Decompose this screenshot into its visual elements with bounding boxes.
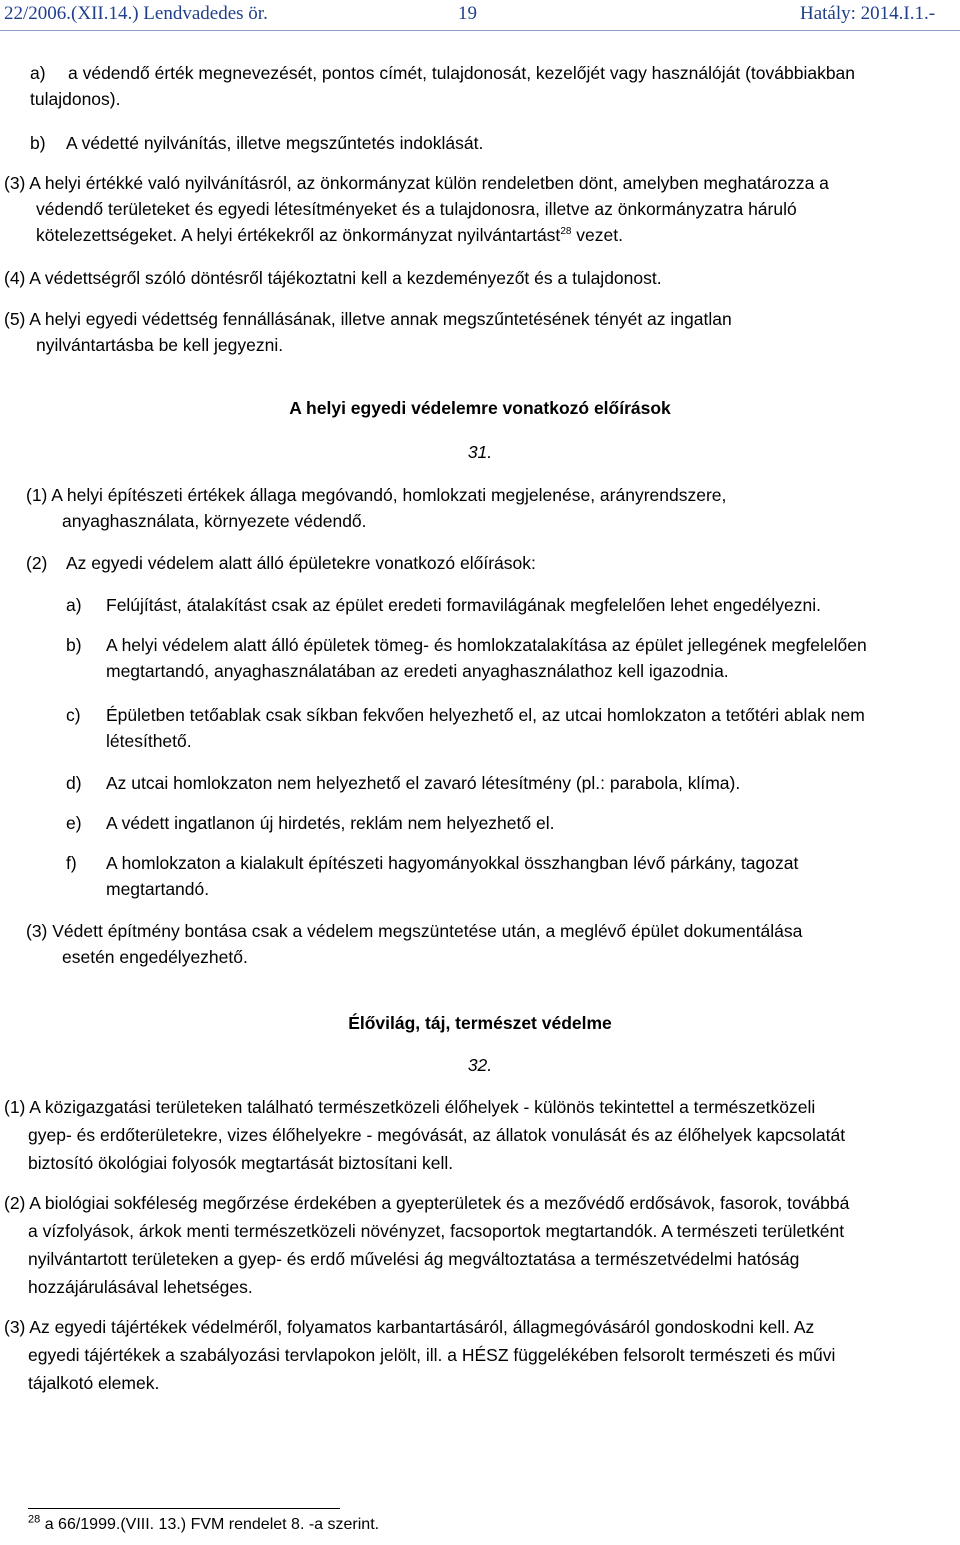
list-marker: d) xyxy=(66,773,82,793)
paragraph-line xyxy=(0,1122,960,1148)
paragraph-text: egyedi tájértékek a szabályozási tervlapokon jelölt, ill. a HÉSZ függelékében felsorolt természeti és művi xyxy=(28,1345,836,1365)
list-item-text: A védetté nyilvánítás, illetve megszűntetés indoklását. xyxy=(66,133,484,153)
paragraph-text: anyaghasználata, környezete védendő. xyxy=(62,511,367,531)
paragraph-text: esetén engedélyezhető. xyxy=(62,947,248,967)
paragraph-32-3 xyxy=(0,1314,960,1340)
paragraph-text xyxy=(36,222,623,248)
list-item-text: a védendő érték megnevezését, pontos címét, tulajdonosát, kezelőjét vagy használóját (továbbiakban xyxy=(68,63,856,83)
paragraph-text: a vízfolyások, árkok menti természetközeli növényzet, facsoportok megtartandók. A természeti területként xyxy=(28,1221,845,1241)
section-title: A helyi egyedi védelemre vonatkozó előírások xyxy=(289,398,671,418)
paragraph-line xyxy=(0,1218,960,1244)
paragraph-text: hozzájárulásával lehetséges. xyxy=(28,1277,253,1297)
section-number-text: 32. xyxy=(467,1055,493,1075)
header-document-id: 22/2006.(XII.14.) Lendvadedes ör. xyxy=(4,3,268,24)
paragraph-31-2 xyxy=(0,550,960,576)
paragraph-line xyxy=(0,508,960,534)
section-number xyxy=(0,1055,960,1076)
footnote-divider xyxy=(28,1508,340,1509)
section-title: Élővilág, táj, természet védelme xyxy=(348,1013,612,1033)
paragraph-text: (3) Védett építmény bontása csak a védelem megszüntetése után, a meglévő épület dokumentálása xyxy=(26,921,803,941)
list-item-text: Felújítást, átalakítást csak az épület eredeti formavilágának megfelelően lehet engedélyezni. xyxy=(106,595,822,615)
paragraph-line xyxy=(0,1246,960,1272)
header-divider xyxy=(0,30,960,31)
list-item xyxy=(0,632,960,658)
paragraph-line xyxy=(0,1342,960,1368)
list-item xyxy=(0,592,960,618)
paragraph-text: nyilvántartott területeken a gyep- és erdő művelési ág megváltoztatása a természetvédelmi hatóság xyxy=(28,1249,800,1269)
list-item xyxy=(0,702,960,728)
list-marker: f) xyxy=(66,853,77,873)
list-item xyxy=(0,60,960,86)
list-item-text: megtartandó, anyaghasználatában az eredeti anyaghasználathoz kell igazodnia. xyxy=(106,661,729,681)
list-item-text: A védett ingatlanon új hirdetés, reklám nem helyezhető el. xyxy=(106,813,555,833)
list-item xyxy=(0,130,960,156)
header-page-number: 19 xyxy=(458,3,477,24)
list-item-continuation xyxy=(0,728,960,754)
paragraph-31-1 xyxy=(0,482,960,508)
list-item xyxy=(0,850,960,876)
paragraph-line xyxy=(0,222,960,248)
paragraph-text: nyilvántartásba be kell jegyezni. xyxy=(36,335,284,355)
list-item-text: A homlokzaton a kialakult építészeti hagyományokkal összhangban lévő párkány, tagozat xyxy=(106,853,799,873)
list-item xyxy=(0,810,960,836)
list-marker: a) xyxy=(66,595,82,615)
list-item-continuation xyxy=(0,86,960,112)
paragraph-text: (3) Az egyedi tájértékek védelméről, folyamatos karbantartásáról, állagmegóvásáról gondoskodni kell. Az xyxy=(4,1317,815,1337)
paragraph-text-part: kötelezettségeket. A helyi értékekről az önkormányzat nyilvántartást xyxy=(36,225,561,245)
list-item-continuation xyxy=(0,658,960,684)
list-item-text: megtartandó. xyxy=(106,879,210,899)
list-item-continuation xyxy=(0,876,960,902)
list-item-text: Az utcai homlokzaton nem helyezhető el zavaró létesítmény (pl.: parabola, klíma). xyxy=(106,773,741,793)
paragraph-text-part: vezet. xyxy=(571,225,623,245)
list-item-text: Épületben tetőablak csak síkban fekvően helyezhető el, az utcai homlokzaton a tetőtéri ablak nem xyxy=(106,705,865,725)
page-header xyxy=(0,0,960,24)
paragraph-line xyxy=(0,1150,960,1176)
list-item-text: tulajdonos). xyxy=(30,89,121,109)
paragraph-text: védendő területeket és egyedi létesítményeket és a tulajdonosra, illetve az önkormányzatra háruló xyxy=(36,199,797,219)
section-number-text: 31. xyxy=(467,442,493,462)
paragraph-text: tájalkotó elemek. xyxy=(28,1373,160,1393)
list-marker: b) xyxy=(30,133,46,153)
paragraph-text: Az egyedi védelem alatt álló épületekre vonatkozó előírások: xyxy=(66,553,536,573)
paragraph-31-3 xyxy=(0,918,960,944)
list-item xyxy=(0,770,960,796)
paragraph-text: (3) A helyi értékké való nyilvánításról, az önkormányzat külön rendeletben dönt, amelyben meghatározza a xyxy=(4,173,829,193)
paragraph-5 xyxy=(0,306,960,332)
list-marker: a) xyxy=(30,63,46,83)
paragraph-text: (4) A védettségről szóló döntésről tájékoztatni kell a kezdeményezőt és a tulajdonost. xyxy=(4,268,662,288)
paragraph-32-2 xyxy=(0,1190,960,1216)
section-number xyxy=(0,442,960,463)
paragraph-4 xyxy=(0,265,960,291)
paragraph-line xyxy=(0,1274,960,1300)
paragraph-text: (1) A helyi építészeti értékek állaga megóvandó, homlokzati megjelenése, arányrendszere, xyxy=(26,485,727,505)
list-item-text: A helyi védelem alatt álló épületek tömeg- és homlokzatalakítása az épület jellegének megfelelően xyxy=(106,635,867,655)
paragraph-text: gyep- és erdőterületekre, vizes élőhelyekre - megóvását, az állatok vonulását és az élőhelyek kapcsolatát xyxy=(28,1125,846,1145)
paragraph-text: (1) A közigazgatási területeken található természetközeli élőhelyek - különös tekintettel a természetközeli xyxy=(4,1097,816,1117)
paragraph-line xyxy=(0,1370,960,1396)
list-marker: b) xyxy=(66,635,82,655)
paragraph-line xyxy=(0,944,960,970)
paragraph-line xyxy=(0,196,960,222)
footnote-mark: 28 xyxy=(28,1513,41,1526)
paragraph-marker: (2) xyxy=(26,553,48,573)
list-item-text: létesíthető. xyxy=(106,731,192,751)
paragraph-3 xyxy=(0,170,960,196)
footnote-reference[interactable]: 28 xyxy=(560,226,572,238)
paragraph-text: (2) A biológiai sokféleség megőrzése érdekében a gyepterületek és a mezővédő erdősávok, fasorok, továbbá xyxy=(4,1193,850,1213)
footnote xyxy=(28,1513,380,1534)
paragraph-32-1 xyxy=(0,1094,960,1120)
list-marker: c) xyxy=(66,705,81,725)
footnote-text: a 66/1999.(VIII. 13.) FVM rendelet 8. -a szerint. xyxy=(40,1516,380,1533)
paragraph-line xyxy=(0,332,960,358)
paragraph-text: (5) A helyi egyedi védettség fennállásának, illetve annak megszűntetésének tényét az ingatlan xyxy=(4,309,732,329)
header-effective-date: Hatály: 2014.I.1.- xyxy=(800,3,936,24)
list-marker: e) xyxy=(66,813,82,833)
paragraph-text: biztosító ökológiai folyosók megtartását biztosítani kell. xyxy=(28,1153,454,1173)
